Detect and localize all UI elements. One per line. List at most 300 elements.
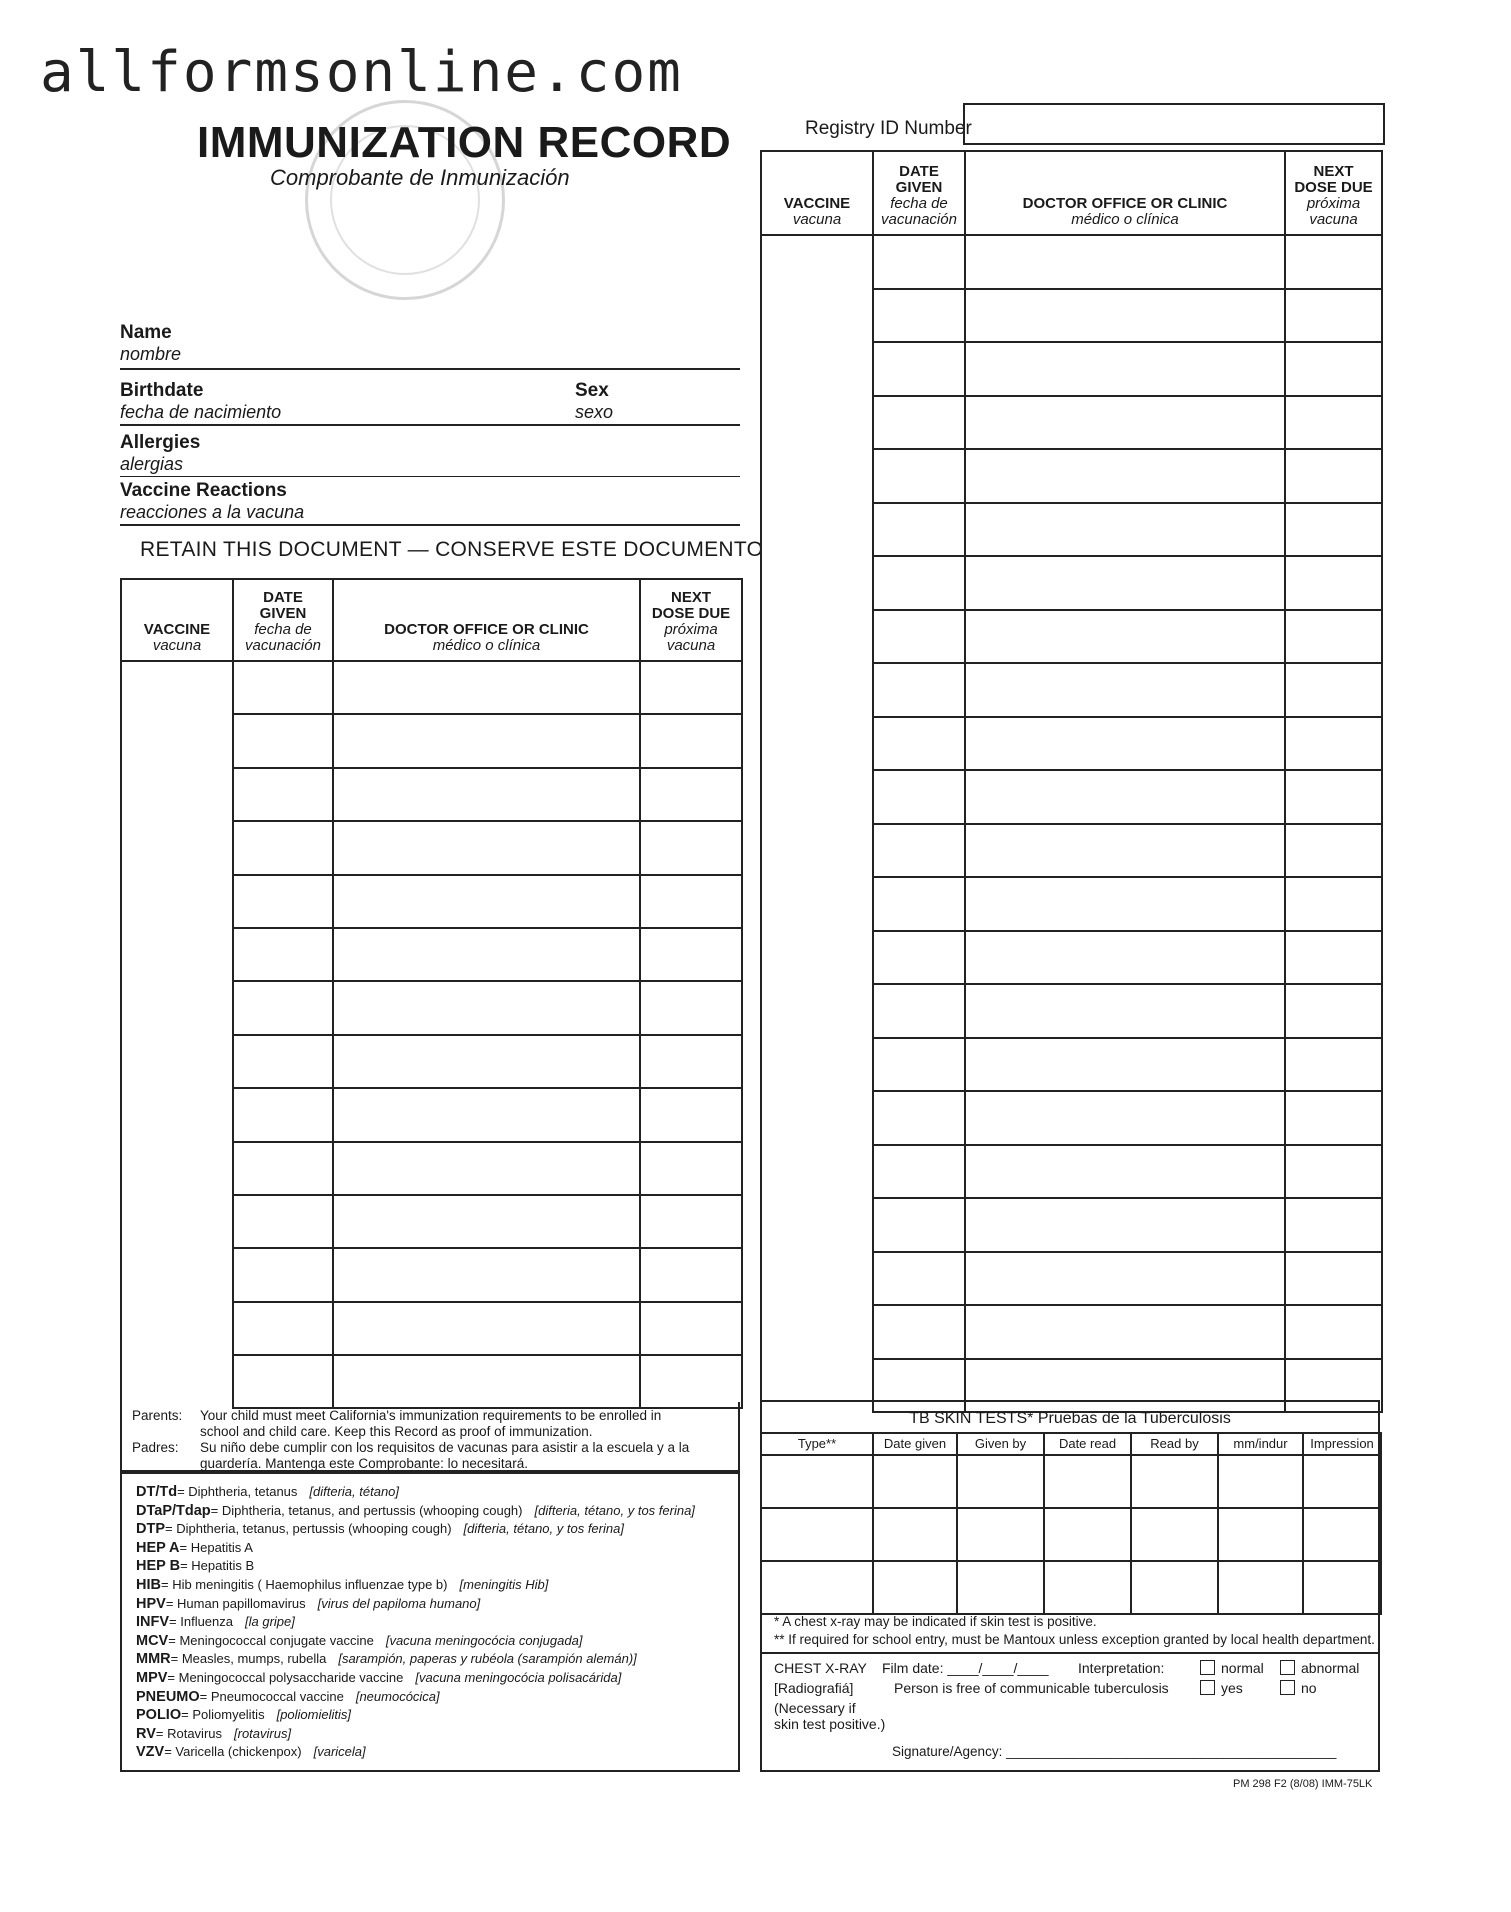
- legend-item: [136, 1558, 266, 1574]
- legend-item: [136, 1521, 624, 1537]
- tb-cell[interactable]: [1303, 1455, 1381, 1508]
- tb-cell[interactable]: [873, 1455, 957, 1508]
- tb-table: [760, 1432, 1382, 1615]
- vaccine-row: [121, 661, 742, 714]
- doctor-cell[interactable]: [333, 1088, 640, 1141]
- vaccine-cell[interactable]: [761, 610, 873, 664]
- date-given-cell[interactable]: [233, 1035, 333, 1088]
- legend-spanish: [poliomielitis]: [276, 1707, 351, 1723]
- legend-abbr: HPV: [136, 1595, 166, 1612]
- legend-english: = Diphtheria, tetanus, pertussis (whooping cough): [165, 1521, 452, 1537]
- legend-item: [136, 1726, 291, 1742]
- date-given-cell[interactable]: [233, 821, 333, 874]
- col-doctor: DOCTOR OFFICE OR CLINIC médico o clínica: [333, 579, 640, 661]
- site-watermark: allformsonline.com: [40, 40, 683, 105]
- vaccine-cell[interactable]: [121, 981, 233, 1034]
- doctor-cell[interactable]: [965, 984, 1285, 1038]
- col-vaccine: VACCINE vacuna: [761, 151, 873, 235]
- legend-item: [136, 1707, 351, 1723]
- next-dose-cell[interactable]: [640, 1248, 742, 1301]
- vaccine-row: [121, 821, 742, 874]
- tb-skin-tests-section: [760, 1400, 1380, 1772]
- vaccine-row: [121, 1355, 742, 1408]
- date-given-cell[interactable]: [233, 1088, 333, 1141]
- tb-cell[interactable]: [1044, 1561, 1131, 1614]
- checkbox-icon: [1280, 1680, 1295, 1695]
- date-given-cell[interactable]: [873, 1038, 965, 1092]
- next-dose-cell[interactable]: [640, 714, 742, 767]
- vaccine-cell[interactable]: [761, 503, 873, 557]
- tb-col-header: mm/indur: [1218, 1433, 1303, 1455]
- date-given-cell[interactable]: [873, 503, 965, 557]
- doctor-cell[interactable]: [333, 768, 640, 821]
- date-given-cell[interactable]: [873, 1198, 965, 1252]
- interpretation-label: Interpretation:: [1078, 1660, 1165, 1676]
- doctor-cell[interactable]: [333, 661, 640, 714]
- birthdate-field[interactable]: [120, 378, 740, 426]
- tb-row: [761, 1561, 1381, 1614]
- next-dose-cell[interactable]: [1285, 984, 1382, 1038]
- col-date-given: DATE GIVEN fecha de vacunación: [873, 151, 965, 235]
- next-dose-cell[interactable]: [640, 821, 742, 874]
- legend-item: [136, 1596, 480, 1612]
- chest-xray-note: (Necessary if: [774, 1700, 856, 1716]
- legend-english: = Diphtheria, tetanus, and pertussis (whooping cough): [210, 1502, 523, 1518]
- vaccine-cell[interactable]: [121, 821, 233, 874]
- legend-english: = Pneumococcal vaccine: [199, 1688, 344, 1704]
- date-given-cell[interactable]: [873, 877, 965, 931]
- vaccine-row: [761, 824, 1382, 878]
- tb-cell[interactable]: [1131, 1508, 1218, 1561]
- date-given-cell[interactable]: [233, 1195, 333, 1248]
- checkbox-icon: [1200, 1680, 1215, 1695]
- legend-english: = Poliomyelitis: [181, 1707, 265, 1723]
- doctor-cell[interactable]: [965, 1305, 1285, 1359]
- next-dose-cell[interactable]: [640, 1142, 742, 1195]
- vaccine-row: [121, 875, 742, 928]
- vaccine-cell[interactable]: [121, 714, 233, 767]
- vaccine-row: [761, 556, 1382, 610]
- vaccine-row: [761, 984, 1382, 1038]
- vaccine-cell[interactable]: [121, 875, 233, 928]
- tb-row: [761, 1508, 1381, 1561]
- tb-cell[interactable]: [761, 1455, 873, 1508]
- vaccine-cell[interactable]: [761, 1305, 873, 1359]
- vaccine-row: [121, 981, 742, 1034]
- next-dose-cell[interactable]: [1285, 610, 1382, 664]
- doctor-cell[interactable]: [965, 663, 1285, 717]
- vaccine-cell[interactable]: [761, 1145, 873, 1199]
- next-dose-cell[interactable]: [640, 1035, 742, 1088]
- tb-row: [761, 1455, 1381, 1508]
- date-given-cell[interactable]: [873, 663, 965, 717]
- doctor-cell[interactable]: [333, 1355, 640, 1408]
- signature-agency-field[interactable]: Signature/Agency: ____________________________________________: [892, 1744, 1337, 1759]
- vaccine-row: [121, 1142, 742, 1195]
- next-dose-cell[interactable]: [1285, 1198, 1382, 1252]
- abnormal-checkbox[interactable]: abnormal: [1280, 1660, 1359, 1676]
- doctor-cell[interactable]: [965, 449, 1285, 503]
- yes-checkbox[interactable]: yes: [1200, 1680, 1243, 1696]
- legend-english: = Meningococcal conjugate vaccine: [168, 1632, 374, 1648]
- vaccine-row: [121, 1248, 742, 1301]
- next-dose-cell[interactable]: [1285, 342, 1382, 396]
- date-given-cell[interactable]: [873, 984, 965, 1038]
- vaccine-cell[interactable]: [761, 877, 873, 931]
- tb-cell[interactable]: [1303, 1508, 1381, 1561]
- next-dose-cell[interactable]: [640, 768, 742, 821]
- date-given-cell[interactable]: [873, 235, 965, 289]
- doctor-cell[interactable]: [965, 396, 1285, 450]
- birthdate-label: Birthdate: [120, 380, 204, 401]
- date-given-cell[interactable]: [873, 289, 965, 343]
- date-given-cell[interactable]: [873, 1091, 965, 1145]
- tb-cell[interactable]: [1044, 1508, 1131, 1561]
- next-dose-cell[interactable]: [640, 1355, 742, 1408]
- next-dose-cell[interactable]: [1285, 1091, 1382, 1145]
- doctor-cell[interactable]: [333, 1302, 640, 1355]
- doctor-cell[interactable]: [333, 1142, 640, 1195]
- vaccine-cell[interactable]: [761, 824, 873, 878]
- vaccine-table-left: [120, 578, 743, 1409]
- vaccine-row: [761, 1145, 1382, 1199]
- checkbox-icon: [1200, 1660, 1215, 1675]
- sex-sublabel: sexo: [575, 402, 614, 422]
- next-dose-cell[interactable]: [1285, 931, 1382, 985]
- doctor-cell[interactable]: [965, 289, 1285, 343]
- vaccine-cell[interactable]: [121, 1195, 233, 1248]
- vaccine-cell[interactable]: [121, 661, 233, 714]
- parents-text-en-2: school and child care. Keep this Record as proof of immunization.: [200, 1424, 593, 1439]
- vaccine-cell[interactable]: [761, 984, 873, 1038]
- legend-item: [136, 1744, 366, 1760]
- next-dose-cell[interactable]: [1285, 770, 1382, 824]
- date-given-cell[interactable]: [873, 717, 965, 771]
- next-dose-cell[interactable]: [640, 875, 742, 928]
- vaccine-cell[interactable]: [121, 1355, 233, 1408]
- next-dose-cell[interactable]: [1285, 877, 1382, 931]
- next-dose-cell[interactable]: [640, 1195, 742, 1248]
- vaccine-cell[interactable]: [761, 717, 873, 771]
- tb-col-header: Date given: [873, 1433, 957, 1455]
- legend-abbr: MMR: [136, 1651, 171, 1668]
- tb-cell[interactable]: [1218, 1508, 1303, 1561]
- padres-label: Padres:: [132, 1440, 179, 1455]
- date-given-cell[interactable]: [233, 768, 333, 821]
- date-given-cell[interactable]: [873, 449, 965, 503]
- vaccine-row: [121, 768, 742, 821]
- legend-abbr: DTaP/Tdap: [136, 1502, 211, 1519]
- date-given-cell[interactable]: [233, 875, 333, 928]
- date-given-cell[interactable]: [873, 931, 965, 985]
- tb-cell[interactable]: [1218, 1455, 1303, 1508]
- vaccine-abbreviation-legend: [120, 1472, 740, 1772]
- tb-free-statement: Person is free of communicable tuberculosis: [894, 1680, 1169, 1696]
- legend-english: = Hepatitis A: [179, 1539, 253, 1555]
- tb-note-1: * A chest x-ray may be indicated if skin test is positive.: [774, 1614, 1097, 1629]
- vaccine-cell[interactable]: [761, 289, 873, 343]
- next-dose-cell[interactable]: [640, 928, 742, 981]
- doctor-cell[interactable]: [965, 1145, 1285, 1199]
- vaccine-row: [761, 1038, 1382, 1092]
- vaccine-cell[interactable]: [761, 1198, 873, 1252]
- tb-cell[interactable]: [873, 1508, 957, 1561]
- next-dose-cell[interactable]: [1285, 449, 1382, 503]
- vaccine-cell[interactable]: [121, 1035, 233, 1088]
- date-given-cell[interactable]: [873, 824, 965, 878]
- legend-abbr: RV: [136, 1725, 156, 1742]
- vaccine-table-right: [760, 150, 1383, 1413]
- legend-item: [136, 1503, 695, 1519]
- vaccine-row: [761, 1252, 1382, 1306]
- name-sublabel: nombre: [120, 344, 182, 364]
- legend-spanish: [varicela]: [313, 1744, 366, 1760]
- tb-col-header: Impression: [1303, 1433, 1381, 1455]
- legend-spanish: [difteria, tétano, y tos ferina]: [534, 1502, 695, 1518]
- tb-cell[interactable]: [1044, 1455, 1131, 1508]
- legend-item: [136, 1614, 295, 1630]
- next-dose-cell[interactable]: [1285, 717, 1382, 771]
- next-dose-cell[interactable]: [1285, 289, 1382, 343]
- date-given-cell[interactable]: [873, 1145, 965, 1199]
- legend-spanish: [difteria, tétano, y tos ferina]: [463, 1521, 624, 1537]
- tb-col-header: Given by: [957, 1433, 1044, 1455]
- next-dose-cell[interactable]: [1285, 663, 1382, 717]
- tb-cell[interactable]: [761, 1508, 873, 1561]
- doctor-cell[interactable]: [965, 770, 1285, 824]
- next-dose-cell[interactable]: [1285, 556, 1382, 610]
- vaccine-cell[interactable]: [121, 768, 233, 821]
- col-next-dose: NEXT DOSE DUE próxima vacuna: [640, 579, 742, 661]
- doctor-cell[interactable]: [965, 717, 1285, 771]
- date-given-cell[interactable]: [873, 770, 965, 824]
- doctor-cell[interactable]: [965, 1038, 1285, 1092]
- doctor-cell[interactable]: [965, 503, 1285, 557]
- doctor-cell[interactable]: [333, 1035, 640, 1088]
- vaccine-cell[interactable]: [761, 396, 873, 450]
- tb-cell[interactable]: [957, 1455, 1044, 1508]
- doctor-cell[interactable]: [965, 610, 1285, 664]
- doctor-cell[interactable]: [333, 821, 640, 874]
- chest-xray-label-es: [Radiografiá]: [774, 1680, 854, 1696]
- vaccine-cell[interactable]: [761, 342, 873, 396]
- birthdate-sublabel: fecha de nacimiento: [120, 402, 282, 422]
- date-given-cell[interactable]: [873, 556, 965, 610]
- vaccine-row: [761, 1091, 1382, 1145]
- vaccine-cell[interactable]: [761, 931, 873, 985]
- tb-col-header: Type**: [761, 1433, 873, 1455]
- allergies-label: Allergies: [120, 432, 201, 453]
- parents-text-es-2: guardería. Mantenga este Comprobante: lo necesitará.: [200, 1456, 528, 1471]
- doctor-cell[interactable]: [333, 875, 640, 928]
- vaccine-cell[interactable]: [121, 1142, 233, 1195]
- date-given-cell[interactable]: [873, 610, 965, 664]
- doctor-cell[interactable]: [965, 1252, 1285, 1306]
- parents-text-es-1: Su niño debe cumplir con los requisitos de vacunas para asistir a la escuela y a la: [200, 1440, 690, 1455]
- name-label: Name: [120, 322, 172, 343]
- date-given-cell[interactable]: [233, 1248, 333, 1301]
- form-title: IMMUNIZATION RECORD: [197, 118, 732, 167]
- next-dose-cell[interactable]: [640, 981, 742, 1034]
- next-dose-cell[interactable]: [640, 1088, 742, 1141]
- tb-cell[interactable]: [873, 1561, 957, 1614]
- vaccine-cell[interactable]: [761, 663, 873, 717]
- legend-abbr: INFV: [136, 1614, 170, 1631]
- doctor-cell[interactable]: [965, 824, 1285, 878]
- col-doctor: DOCTOR OFFICE OR CLINIC médico o clínica: [965, 151, 1285, 235]
- doctor-cell[interactable]: [333, 1195, 640, 1248]
- date-given-cell[interactable]: [233, 928, 333, 981]
- vaccine-row: [761, 770, 1382, 824]
- col-vaccine: VACCINE vacuna: [121, 579, 233, 661]
- allergies-field[interactable]: [120, 430, 740, 477]
- legend-english: = Hepatitis B: [180, 1558, 255, 1574]
- legend-abbr: HIB: [136, 1577, 161, 1593]
- vaccine-cell[interactable]: [761, 1252, 873, 1306]
- next-dose-cell[interactable]: [1285, 1038, 1382, 1092]
- normal-checkbox[interactable]: normal: [1200, 1660, 1264, 1676]
- vaccine-row: [761, 235, 1382, 289]
- date-given-cell[interactable]: [873, 1305, 965, 1359]
- vaccine-cell[interactable]: [121, 1302, 233, 1355]
- doctor-cell[interactable]: [333, 928, 640, 981]
- tb-cell[interactable]: [761, 1561, 873, 1614]
- legend-item: [136, 1651, 637, 1667]
- chest-xray-note-2: skin test positive.): [774, 1716, 886, 1732]
- vaccine-cell[interactable]: [761, 235, 873, 289]
- next-dose-cell[interactable]: [1285, 396, 1382, 450]
- doctor-cell[interactable]: [333, 981, 640, 1034]
- vaccine-cell[interactable]: [761, 1091, 873, 1145]
- name-field[interactable]: [120, 320, 740, 370]
- tb-cell[interactable]: [957, 1508, 1044, 1561]
- vaccine-row: [761, 1198, 1382, 1252]
- parents-label: Parents:: [132, 1408, 183, 1423]
- legend-abbr: POLIO: [136, 1707, 182, 1724]
- legend-english: = Diphtheria, tetanus: [177, 1484, 298, 1499]
- next-dose-cell[interactable]: [1285, 824, 1382, 878]
- no-checkbox[interactable]: no: [1280, 1680, 1317, 1696]
- legend-abbr: HEP B: [136, 1558, 181, 1575]
- doctor-cell[interactable]: [965, 235, 1285, 289]
- legend-spanish: [neumocócica]: [355, 1688, 440, 1704]
- registry-id-input[interactable]: [963, 103, 1385, 145]
- doctor-cell[interactable]: [333, 1248, 640, 1301]
- date-given-cell[interactable]: [233, 1302, 333, 1355]
- vaccine-cell[interactable]: [121, 1248, 233, 1301]
- retain-notice: RETAIN THIS DOCUMENT — CONSERVE ESTE DOCUMENTO: [140, 538, 764, 561]
- vaccine-row: [761, 1305, 1382, 1359]
- tb-cell[interactable]: [1131, 1561, 1218, 1614]
- legend-item: [136, 1689, 440, 1705]
- reactions-label: Vaccine Reactions: [120, 480, 287, 501]
- legend-spanish: [rotavirus]: [234, 1725, 292, 1741]
- legend-english: = Measles, mumps, rubella: [170, 1651, 327, 1667]
- tb-col-header: Date read: [1044, 1433, 1131, 1455]
- date-given-cell[interactable]: [873, 342, 965, 396]
- tb-note-2: ** If required for school entry, must be Mantoux unless exception granted by local health department.: [774, 1632, 1375, 1647]
- legend-spanish: [vacuna meningocócia polisacárida]: [415, 1670, 622, 1685]
- legend-english: = Rotavirus: [155, 1725, 223, 1741]
- checkbox-icon: [1280, 1660, 1295, 1675]
- vaccine-cell[interactable]: [761, 1038, 873, 1092]
- vaccine-cell[interactable]: [761, 449, 873, 503]
- next-dose-cell[interactable]: [1285, 1145, 1382, 1199]
- legend-item: [136, 1540, 265, 1556]
- reactions-sublabel: reacciones a la vacuna: [120, 502, 305, 522]
- legend-english: = Influenza: [169, 1614, 233, 1630]
- chest-xray-label: CHEST X-RAY: [774, 1660, 867, 1676]
- tb-title: TB SKIN TESTS* Pruebas de la Tuberculosis: [909, 1410, 1231, 1427]
- next-dose-cell[interactable]: [1285, 503, 1382, 557]
- doctor-cell[interactable]: [965, 877, 1285, 931]
- vaccine-cell[interactable]: [761, 556, 873, 610]
- legend-english: = Hib meningitis ( Haemophilus influenzae type b): [160, 1577, 448, 1592]
- parents-notice: [120, 1402, 740, 1472]
- doctor-cell[interactable]: [965, 342, 1285, 396]
- doctor-cell[interactable]: [965, 556, 1285, 610]
- date-given-cell[interactable]: [233, 981, 333, 1034]
- next-dose-cell[interactable]: [640, 1302, 742, 1355]
- date-given-cell[interactable]: [873, 1252, 965, 1306]
- next-dose-cell[interactable]: [1285, 1305, 1382, 1359]
- doctor-cell[interactable]: [965, 1091, 1285, 1145]
- film-date-field[interactable]: Film date: ____/____/____: [882, 1660, 1049, 1676]
- doctor-cell[interactable]: [333, 714, 640, 767]
- vaccine-cell[interactable]: [121, 928, 233, 981]
- vaccine-row: [761, 396, 1382, 450]
- legend-spanish: [meningitis Hib]: [459, 1577, 549, 1592]
- doctor-cell[interactable]: [965, 1198, 1285, 1252]
- vaccine-row: [761, 717, 1382, 771]
- date-given-cell[interactable]: [873, 396, 965, 450]
- tb-cell[interactable]: [957, 1561, 1044, 1614]
- next-dose-cell[interactable]: [1285, 235, 1382, 289]
- vaccine-row: [121, 928, 742, 981]
- vaccine-cell[interactable]: [121, 1088, 233, 1141]
- allergies-sublabel: alergias: [120, 454, 184, 474]
- legend-english: = Meningococcal polysaccharide vaccine: [167, 1670, 404, 1685]
- vaccine-row: [121, 1088, 742, 1141]
- tb-cell[interactable]: [1218, 1561, 1303, 1614]
- next-dose-cell[interactable]: [640, 661, 742, 714]
- date-given-cell[interactable]: [233, 1355, 333, 1408]
- tb-cell[interactable]: [1303, 1561, 1381, 1614]
- date-given-cell[interactable]: [233, 661, 333, 714]
- vaccine-row: [121, 1302, 742, 1355]
- tb-cell[interactable]: [1131, 1455, 1218, 1508]
- vaccine-row: [761, 449, 1382, 503]
- date-given-cell[interactable]: [233, 714, 333, 767]
- legend-abbr: HEP A: [136, 1539, 180, 1556]
- doctor-cell[interactable]: [965, 931, 1285, 985]
- sex-label: Sex: [575, 380, 609, 401]
- next-dose-cell[interactable]: [1285, 1252, 1382, 1306]
- form-number: PM 298 F2 (8/08) IMM-75LK: [1233, 1778, 1373, 1790]
- legend-abbr: MCV: [136, 1632, 169, 1649]
- reactions-field[interactable]: [120, 478, 740, 526]
- legend-item: [136, 1670, 621, 1686]
- vaccine-cell[interactable]: [761, 770, 873, 824]
- vaccine-row: [761, 663, 1382, 717]
- legend-item: [136, 1633, 582, 1649]
- legend-spanish: [vacuna meningocócia conjugada]: [385, 1632, 583, 1648]
- vaccine-row: [121, 1035, 742, 1088]
- legend-abbr: MPV: [136, 1670, 168, 1686]
- date-given-cell[interactable]: [233, 1142, 333, 1195]
- vaccine-row: [761, 931, 1382, 985]
- vaccine-row: [121, 714, 742, 767]
